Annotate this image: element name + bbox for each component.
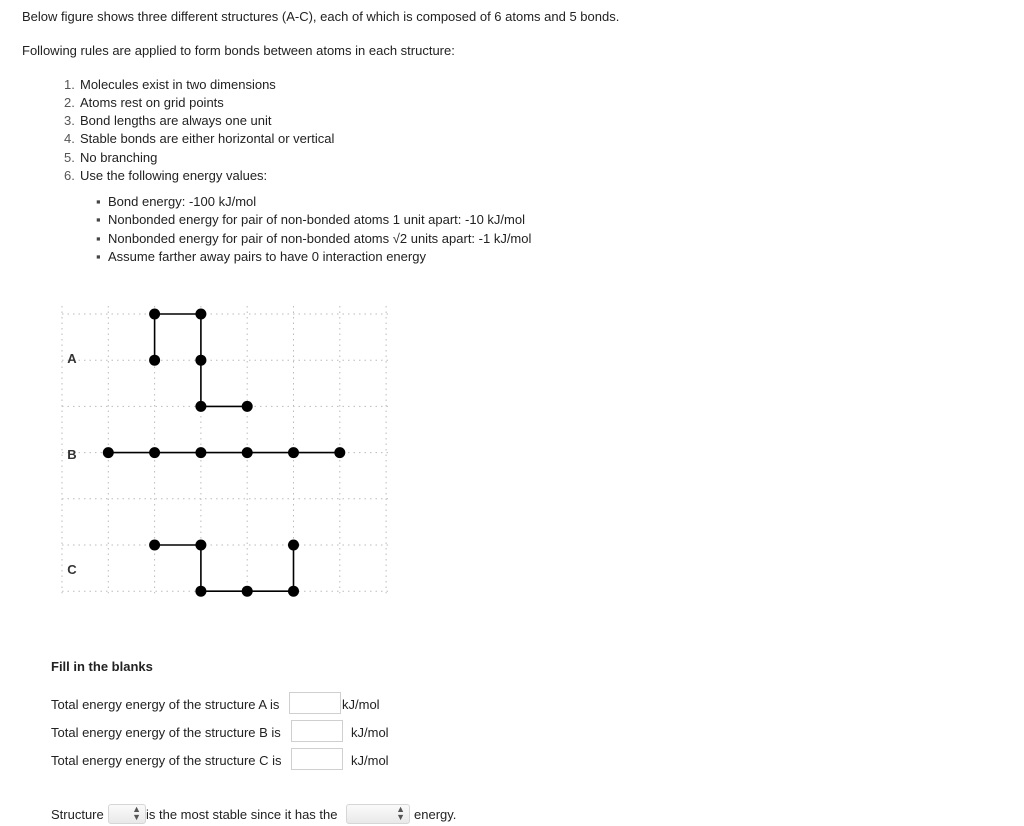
intro-line-1: Below figure shows three different structures (A-C), each of which is composed of 6 atoms and 5 bonds. <box>22 9 620 24</box>
atom-a <box>149 355 160 366</box>
energy-a-input[interactable] <box>289 692 341 714</box>
energy-c-unit: kJ/mol <box>351 753 389 768</box>
rule-number: 2. <box>64 95 75 110</box>
rule-number: 6. <box>64 168 75 183</box>
rule-number: 1. <box>64 77 75 92</box>
atom-c <box>288 540 299 551</box>
energy-text: Nonbonded energy for pair of non-bonded atoms 1 unit apart: -10 kJ/mol <box>108 212 525 227</box>
energy-c-label: Total energy energy of the structure C is <box>51 753 282 768</box>
stable-middle: is the most stable since it has the <box>146 807 338 822</box>
energy-text: Bond energy: -100 kJ/mol <box>108 194 257 209</box>
atom-b <box>195 447 206 458</box>
rule-number: 4. <box>64 131 75 146</box>
atom-b <box>242 447 253 458</box>
rule-number: 5. <box>64 150 75 165</box>
bonds-layer <box>108 314 339 591</box>
bullet-icon: ▪ <box>96 212 101 227</box>
atom-b <box>103 447 114 458</box>
rule-text: Molecules exist in two dimensions <box>80 77 276 92</box>
atom-a <box>242 401 253 412</box>
atom-b <box>334 447 345 458</box>
energy-b-unit: kJ/mol <box>351 725 389 740</box>
atom-c <box>195 586 206 597</box>
energy-text: Assume farther away pairs to have 0 interaction energy <box>108 249 426 264</box>
bullet-icon: ▪ <box>96 194 101 209</box>
select-arrows-icon: ▲ ▼ <box>396 804 405 822</box>
atom-b <box>149 447 160 458</box>
energy-b-input[interactable] <box>291 720 343 742</box>
structure-label-b: B <box>67 447 77 462</box>
select-arrows-icon: ▲ ▼ <box>132 804 141 822</box>
stable-suffix: energy. <box>414 807 457 822</box>
bullet-icon: ▪ <box>96 231 101 246</box>
atom-c <box>149 540 160 551</box>
atom-b <box>288 447 299 458</box>
atom-c <box>242 586 253 597</box>
bullet-icon: ▪ <box>96 249 101 264</box>
atom-a <box>195 309 206 320</box>
atom-a <box>149 309 160 320</box>
energy-c-input[interactable] <box>291 748 343 770</box>
atom-a <box>195 355 206 366</box>
energy-a-unit: kJ/mol <box>342 697 380 712</box>
fill-heading: Fill in the blanks <box>51 659 153 674</box>
atom-a <box>195 401 206 412</box>
rule-text: Bond lengths are always one unit <box>80 113 272 128</box>
intro-line-2: Following rules are applied to form bonds between atoms in each structure: <box>22 43 455 58</box>
rule-text: Use the following energy values: <box>80 168 268 183</box>
rule-text: Atoms rest on grid points <box>80 95 224 110</box>
energy-select[interactable] <box>346 804 410 824</box>
rule-number: 3. <box>64 113 75 128</box>
atom-c <box>195 540 206 551</box>
structure-select[interactable] <box>108 804 146 824</box>
atom-c <box>288 586 299 597</box>
energy-a-label: Total energy energy of the structure A is <box>51 697 280 712</box>
structure-label-c: C <box>67 562 77 577</box>
rule-text: Stable bonds are either horizontal or vertical <box>80 131 335 146</box>
rule-text: No branching <box>80 150 158 165</box>
energy-b-label: Total energy energy of the structure B is <box>51 725 281 740</box>
stable-prefix: Structure <box>51 807 104 822</box>
structure-label-a: A <box>67 351 77 366</box>
energy-text: Nonbonded energy for pair of non-bonded atoms √2 units apart: -1 kJ/mol <box>108 231 532 246</box>
